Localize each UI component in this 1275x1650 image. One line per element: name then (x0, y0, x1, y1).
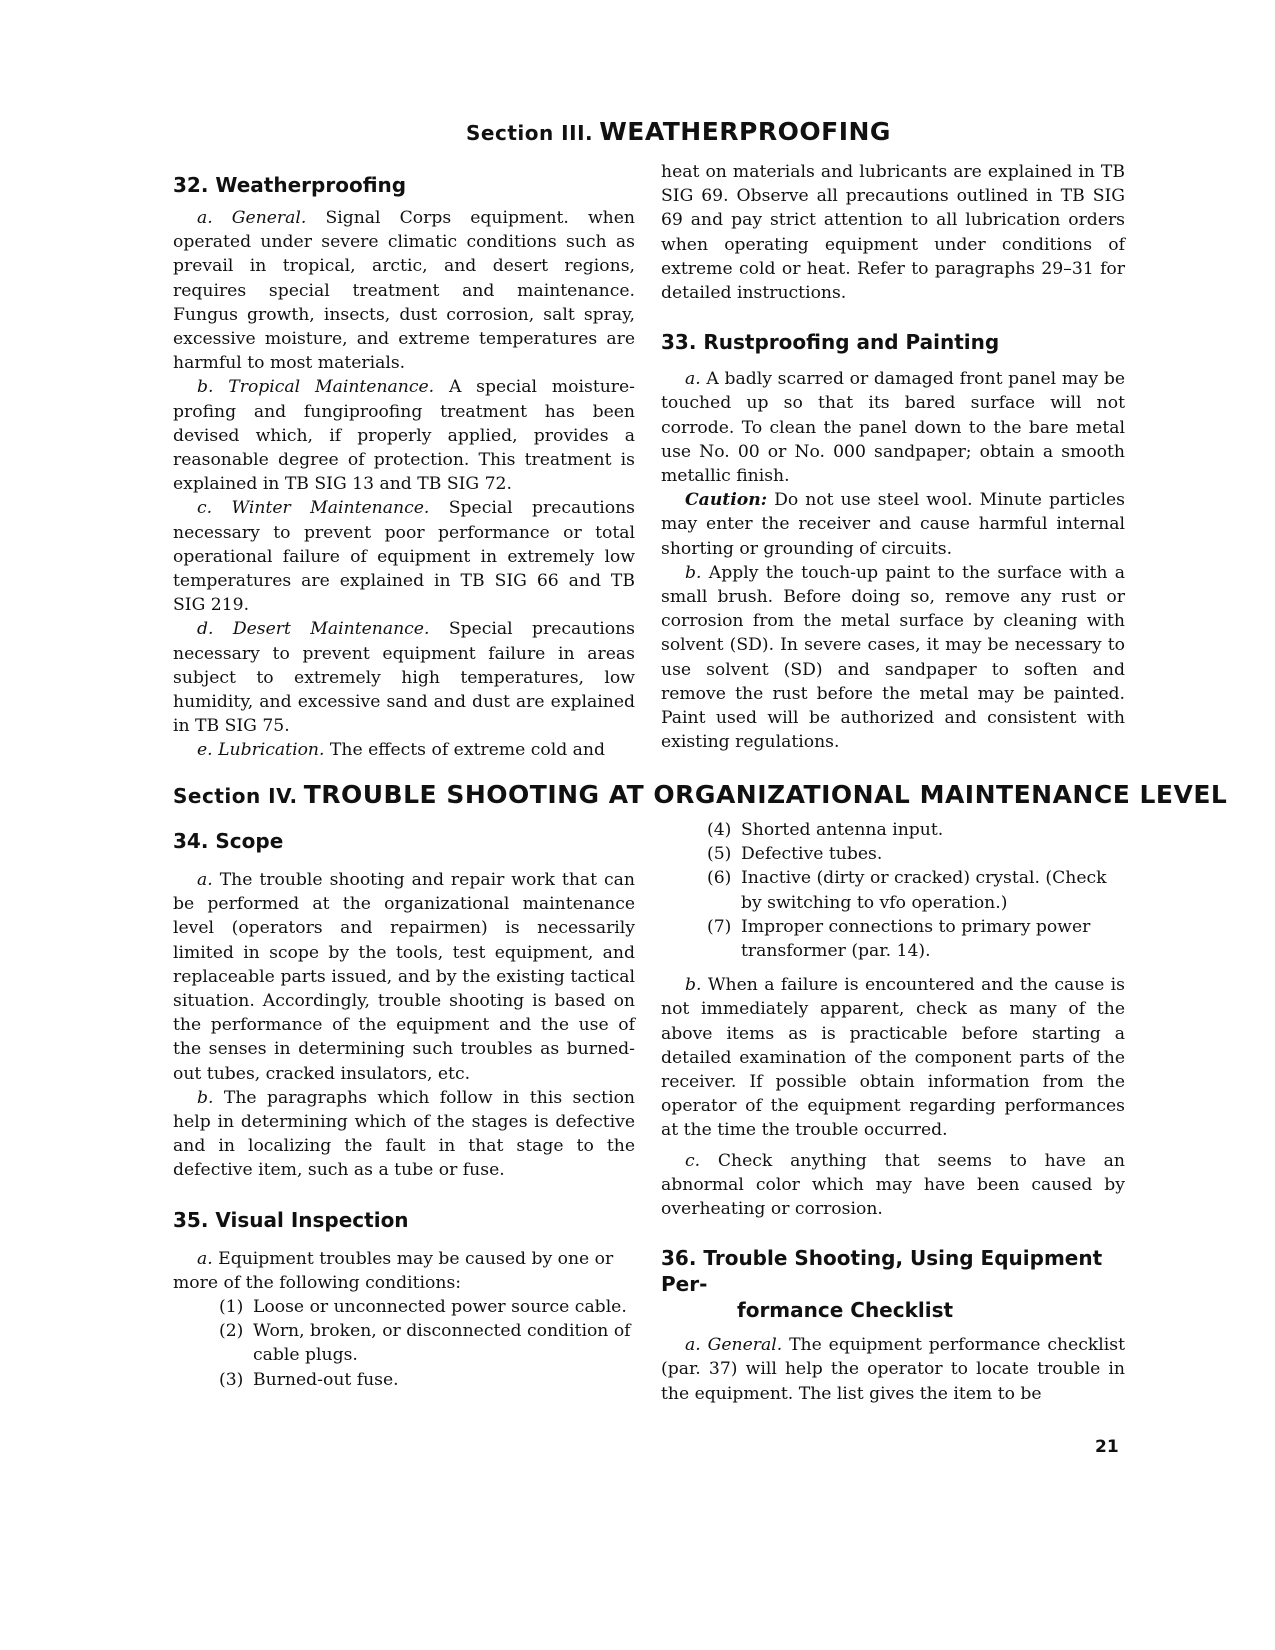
section-3-title (466, 117, 891, 146)
para-35a-label: a. (197, 1248, 213, 1269)
para-35c (661, 1149, 1125, 1222)
list-item: (6) Inactive (dirty or cracked) crystal. (Check by switching to vfo operation.) (707, 868, 1107, 913)
para-34b (173, 1086, 635, 1183)
section-3-prefix: Section III. (466, 121, 594, 145)
para-32e-label: e. Lubrication. (197, 740, 325, 761)
right-column-bottom (661, 818, 1125, 1406)
para-33b (661, 561, 1125, 755)
list-item: (7) Improper connections to primary power transformer (par. 14). (707, 916, 1091, 962)
para-32e-continued: heat on materials and lubricants are explained in TB SIG 69. Observe all precautions outlined in TB SIG 69 and pay strict attention to all lubrication orders when operating equipment under conditions of extreme cold or heat. Refer to paragraphs 29–31 for detailed instructions. (661, 162, 1125, 304)
para-35a (173, 1247, 635, 1295)
para-32b-text: A special moisture-profing and fungiproofing treatment has been devised which, if properly applied, provides a reasonable degree of protection. This treatment is explained in TB SIG 13 and TB SIG 72. (173, 377, 635, 495)
heading-34: 34. Scope (173, 829, 284, 853)
para-32a-label: a. General. (197, 208, 307, 228)
para-35c-label: c. (685, 1150, 701, 1171)
para-35b-text: When a failure is encountered and the cause is not immediately apparent, check as many of the above items as is practicable before starting a detailed examination of the component parts of the receiver. If possible obtain information from the operator of the equipment regarding performances at the time the trouble occurred. (661, 975, 1125, 1141)
para-32c-label: c. Winter Maintenance. (197, 498, 430, 519)
section-3-name: WEATHERPROOFING (599, 117, 891, 146)
para-36a-label: a. General. (685, 1335, 783, 1356)
para-32c-text: Special precautions necessary to prevent poor performance or total operational failure of equipment in extremely low temperatures are explained in TB SIG 66 and TB SIG 219. (173, 498, 635, 616)
para-32d-text: Special precautions necessary to prevent equipment failure in areas subject to extremely high temperatures, low humidity, and excessive sand and dust are explained in TB SIG 75. (173, 619, 635, 737)
para-33b-text: Apply the touch-up paint to the surface with a small brush. Before doing so, remove any rust or corrosion from the metal surface by cleaning with solvent (SD). In severe cases, it may be necessary to use solvent (SD) and sandpaper to soften and remove the rust before the metal may be painted. Paint used will be authorized and consistent with existing regulations. (661, 562, 1125, 753)
heading-36-line2: formance Checklist (737, 1298, 954, 1323)
para-32d (173, 617, 635, 738)
para-34a (173, 868, 635, 1086)
list-item: (5) Defective tubes. (707, 844, 883, 865)
para-35a-text: Equipment troubles may be caused by one or more of the following conditions: (173, 1248, 614, 1293)
list-item: (2) Worn, broken, or disconnected condition of cable plugs. (219, 1321, 631, 1366)
para-32b-label: b. Tropical Maintenance. (197, 377, 435, 398)
para-34a-text: The trouble shooting and repair work that can be performed at the organizational maintenance level (operators and repairmen) is necessarily limited in scope by the tools, test equipment, and replaceable parts issued, and by the existing tactical situation. Accordingly, trouble shooting is based on the performance of the equipment and the use of the senses in determining such troubles as burned-out tubes, cracked insulators, etc. (173, 870, 635, 1084)
para-32e-text: The effects of extreme cold and (324, 740, 605, 761)
para-33a-text: A badly scarred or damaged front panel may be touched up so that its bared surface will not corrode. To clean the panel down to the bare metal use No. 00 or No. 000 sandpaper; obtain a smooth metallic finish. (661, 369, 1125, 487)
para-35b-label: b. (685, 975, 702, 996)
para-32e (173, 738, 635, 762)
heading-36 (661, 1245, 1125, 1323)
para-32d-label: d. Desert Maintenance. (197, 619, 430, 640)
heading-32: 32. Weatherproofing (173, 173, 407, 197)
left-column-bottom (173, 828, 635, 1392)
para-34b-text: The paragraphs which follow in this section help in determining which of the stages is defective and in localizing the fault in that stage to the defective item, such as a tube or fuse. (173, 1087, 635, 1181)
para-32a-text: Signal Corps equipment. when operated under severe climatic conditions such as prevail in tropical, arctic, and desert regions, requires special treatment and maintenance. Fungus growth, insects, dust corrosion, salt spray, excessive moisture, and extreme temperatures are harmful to most materials. (173, 208, 635, 374)
para-33a (661, 367, 1125, 488)
caution-text: Do not use steel wool. Minute particles may enter the receiver and cause harmful internal shorting or grounding of circuits. (661, 490, 1125, 559)
caution-label: Caution: (685, 490, 768, 511)
conditions-list-part2 (661, 818, 1125, 963)
para-33b-label: b. (685, 562, 702, 583)
heading-35: 35. Visual Inspection (173, 1207, 409, 1232)
list-item: (1) Loose or unconnected power source cable. (219, 1297, 627, 1318)
para-32a (173, 206, 635, 375)
para-36a (661, 1333, 1125, 1406)
heading-36-line1: 36. Trouble Shooting, Using Equipment Per- (661, 1246, 1103, 1297)
list-item: (4) Shorted antenna input. (707, 820, 944, 840)
page-number: 21 (1095, 1437, 1119, 1457)
para-34a-label: a. (197, 870, 213, 890)
para-32c (173, 496, 635, 617)
list-item: (3) Burned-out fuse. (219, 1369, 399, 1390)
para-36a-text: The equipment performance checklist (par. 37) will help the operator to locate trouble in the equipment. The list gives the item to be (661, 1335, 1125, 1404)
heading-33: 33. Rustproofing and Painting (661, 330, 1000, 355)
section-4-title (173, 780, 1227, 809)
para-33a-label: a. (685, 369, 701, 390)
right-column-top (661, 160, 1125, 754)
para-35b (661, 973, 1125, 1142)
conditions-list-part1 (173, 1295, 635, 1392)
para-33-caution (661, 488, 1125, 561)
para-35c-text: Check anything that seems to have an abnormal color which may have been caused by overheating or corrosion. (661, 1150, 1125, 1220)
section-4-name: TROUBLE SHOOTING AT ORGANIZATIONAL MAINTENANCE LEVEL (303, 780, 1228, 809)
para-32b (173, 375, 635, 496)
para-34b-label: b. (197, 1087, 214, 1108)
section-4-prefix: Section IV. (173, 784, 298, 808)
left-column-top (173, 172, 635, 763)
